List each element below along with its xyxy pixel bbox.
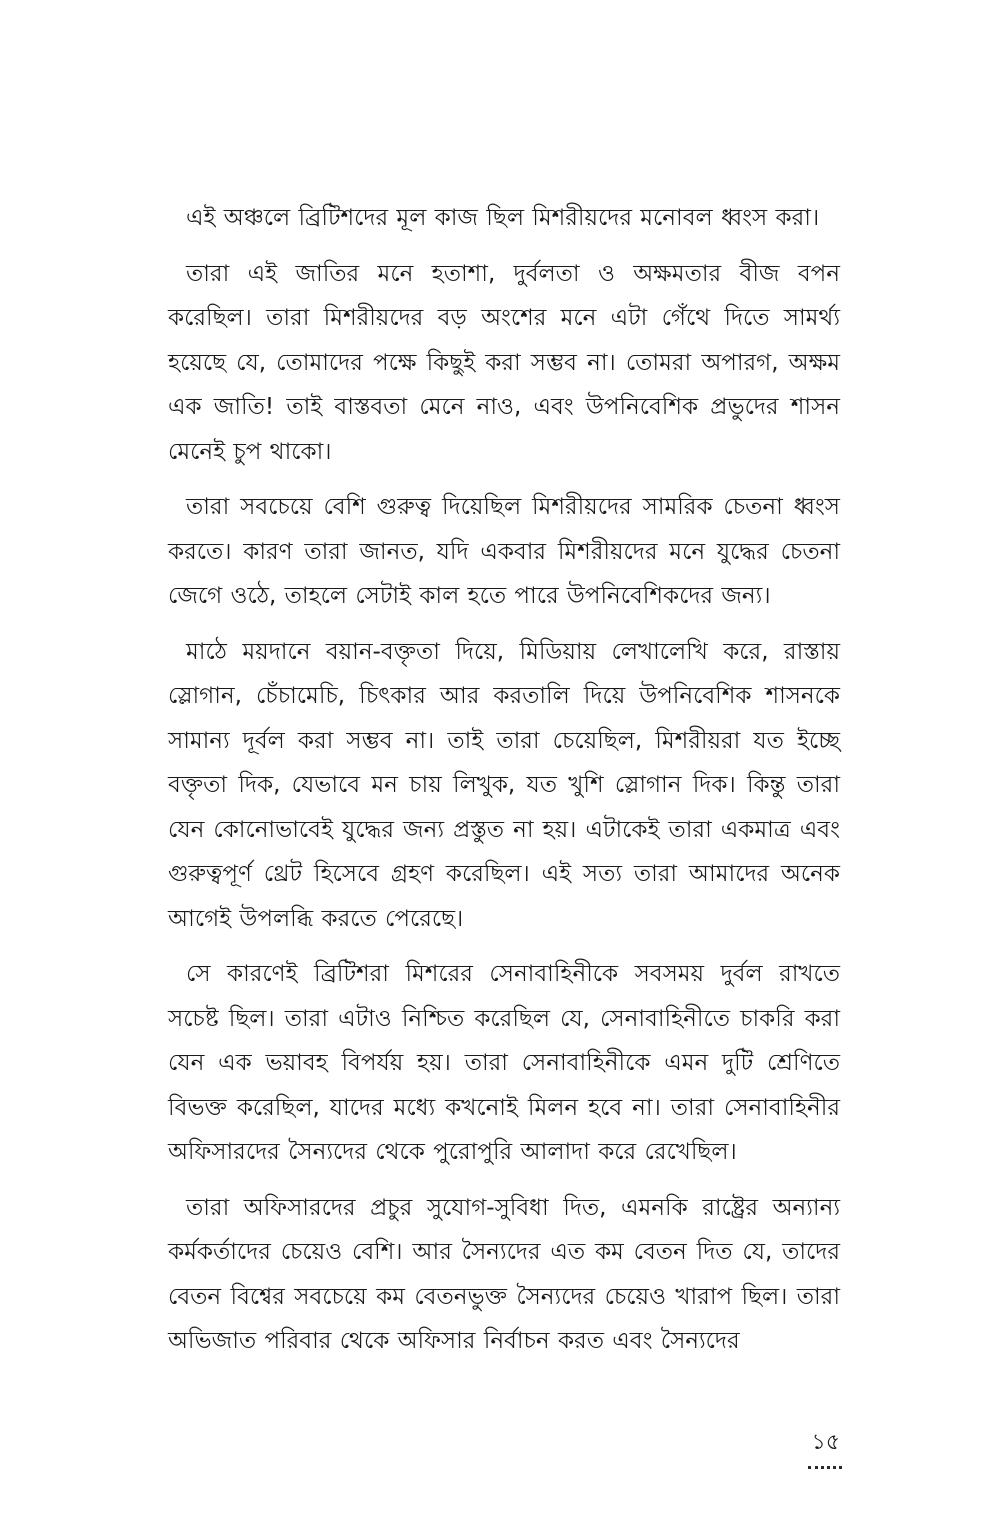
page-number-dots [808, 1462, 842, 1469]
paragraph-6: তারা অফিসারদের প্রচুর সুযোগ-সুবিধা দিত, এমনকি রাষ্ট্রের অন্যান্য কর্মকর্তাদের চেয়েও বেশি। আর সৈন্যদের এত কম বেতন দিত যে, তাদের বেতন বিশ্বের সবচেয়ে কম বেতনভুক্ত সৈন্যদের চেয়েও খারাপ ছিল। তারা অভিজাত পরিবার থেকে অফিসার নির্বাচন করত এবং সৈন্যদের [168, 1194, 840, 1354]
paragraph-3: তারা সবচেয়ে বেশি গুরুত্ব দিয়েছিল মিশরীয়দের সামরিক চেতনা ধ্বংস করতে। কারণ তারা জানত, যদি একবার মিশরীয়দের মনে যুদ্ধের চেতনা জেগে ওঠে, তাহলে সেটাই কাল হতে পারে উপনিবেশিকদের জন্য। [168, 494, 840, 609]
paragraph-4: মাঠে ময়দানে বয়ান-বক্তৃতা দিয়ে, মিডিয়ায় লেখালেখি করে, রাস্তায় স্লোগান, চেঁচামেচি, চিৎকার আর করতালি দিয়ে উপনিবেশিক শাসনকে সামান্য দূর্বল করা সম্ভব না। তাই তারা চেয়েছিল, মিশরীয়রা যত ইচ্ছে বক্তৃতা দিক, যেভাবে মন চায় লিখুক, যত খুশি স্লোগান দিক। কিন্তু তারা যেন কোনোভাবেই যুদ্ধের জন্য প্রস্তুত না হয়। এটাকেই তারা একমাত্র এবং গুরুত্বপূর্ণ থ্রেট হিসেবে গ্রহণ করেছিল। এই সত্য তারা আমাদের অনেক আগেই উপলব্ধি করতে পেরেছে। [168, 638, 840, 932]
body-text [168, 196, 840, 1354]
paragraph-2: তারা এই জাতির মনে হতাশা, দুর্বলতা ও অক্ষমতার বীজ বপন করেছিল। তারা মিশরীয়দের বড় অংশের মনে এটা গেঁথে দিতে সামর্থ্য হয়েছে যে, তোমাদের পক্ষে কিছুই করা সম্ভব না। তোমরা অপারগ, অক্ষম এক জাতি! তাই বাস্তবতা মেনে নাও, এবং উপনিবেশিক প্রভুদের শাসন মেনেই চুপ থাকো। [168, 260, 840, 465]
page-number: ১৫ [811, 1430, 840, 1455]
paragraph-5: সে কারণেই ব্রিটিশরা মিশরের সেনাবাহিনীকে সবসময় দুর্বল রাখতে সচেষ্ট ছিল। তারা এটাও নিশ্চিত করেছিল যে, সেনাবাহিনীতে চাকরি করা যেন এক ভয়াবহ বিপর্যয় হয়। তারা সেনাবাহিনীকে এমন দুটি শ্রেণিতে বিভক্ত করেছিল, যাদের মধ্যে কখনোই মিলন হবে না। তারা সেনাবাহিনীর অফিসারদের সৈন্যদের থেকে পুরোপুরি আলাদা করে রেখেছিল। [168, 961, 840, 1165]
paragraph-1: এই অঞ্চলে ব্রিটিশদের মূল কাজ ছিল মিশরীয়দের মনোবল ধ্বংস করা। [186, 205, 820, 231]
